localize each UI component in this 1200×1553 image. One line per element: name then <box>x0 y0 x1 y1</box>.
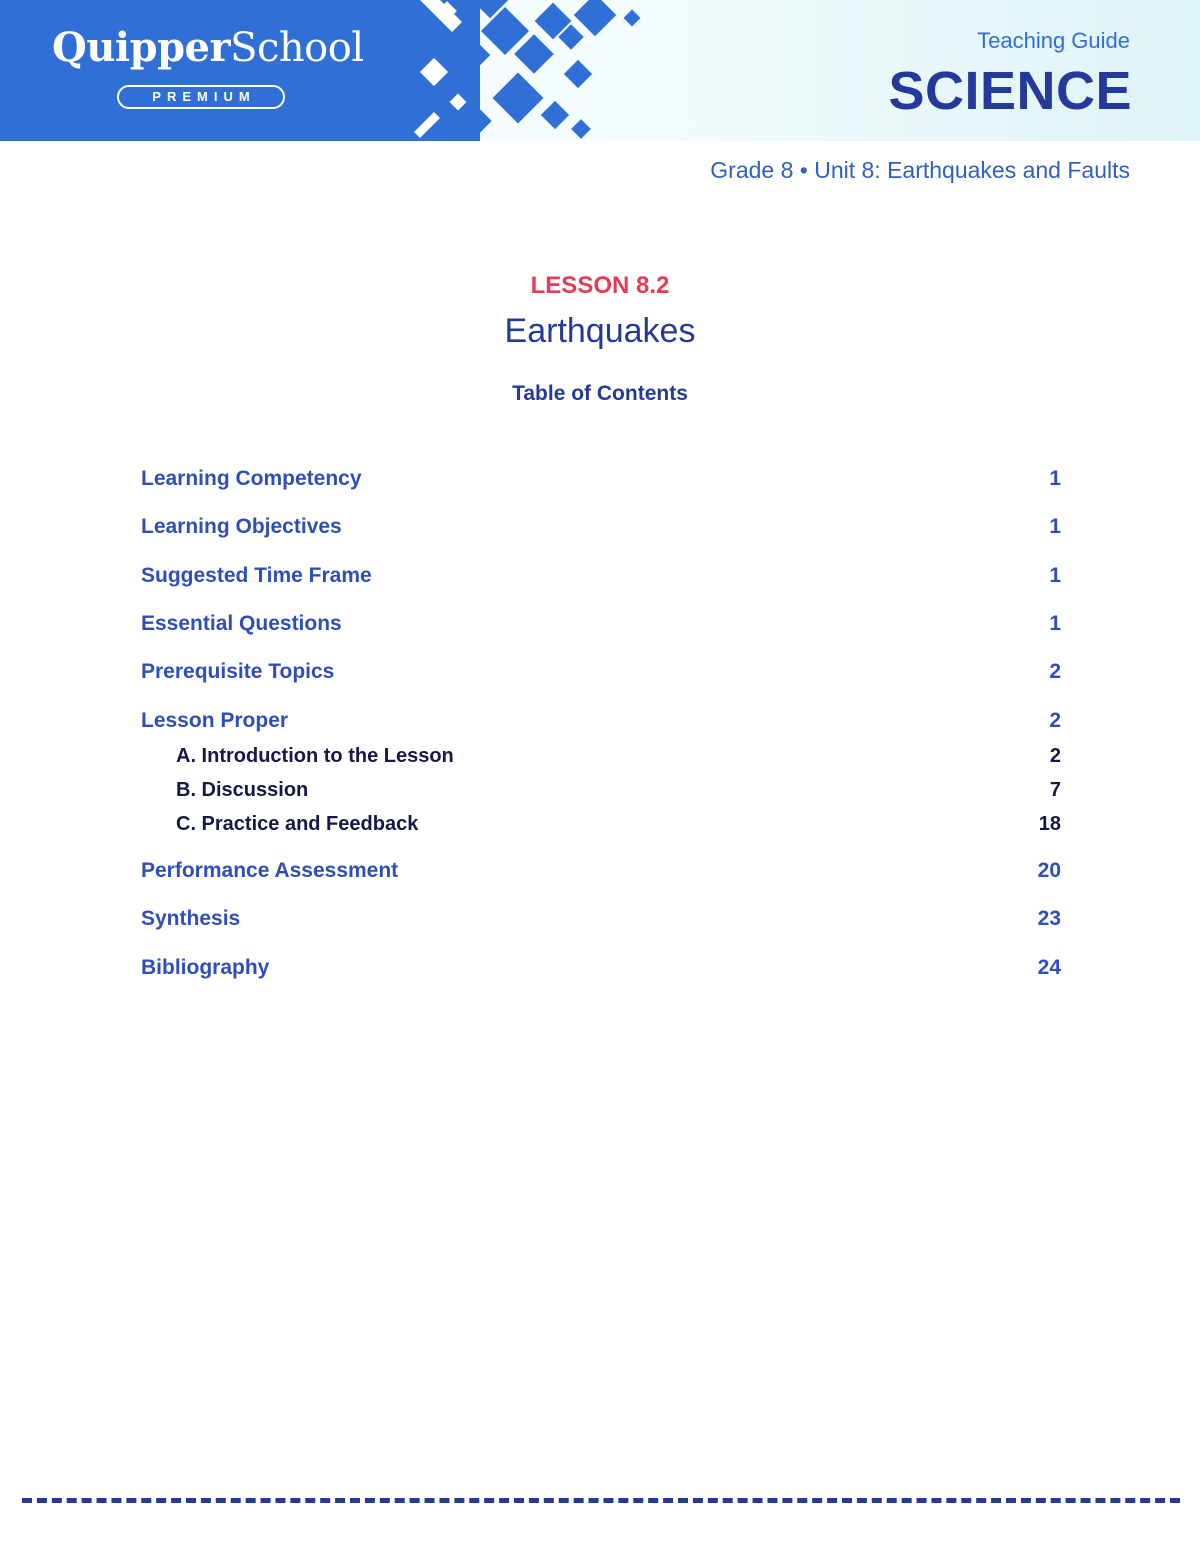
toc-item-lesson-proper[interactable] <box>141 709 1061 733</box>
toc-subitem-practice-feedback[interactable] <box>176 813 1061 836</box>
toc-subitem-discussion[interactable] <box>176 779 1061 802</box>
toc-item-title: Prerequisite Topics <box>141 660 335 683</box>
toc-item-prerequisite-topics[interactable] <box>141 660 1061 684</box>
toc-item-title: Bibliography <box>141 956 270 979</box>
toc-subitem-introduction[interactable] <box>176 745 1061 768</box>
toc-heading: Table of Contents <box>512 382 688 405</box>
toc-item-learning-objectives[interactable] <box>141 515 1061 539</box>
toc-item-title: Learning Competency <box>141 467 362 490</box>
subject-title: SCIENCE <box>888 61 1132 121</box>
toc-item-title: Essential Questions <box>141 612 342 635</box>
toc-item-page: 2 <box>1049 660 1061 683</box>
logo-word-school: School <box>230 25 364 71</box>
toc-item-page: 18 <box>1038 813 1061 835</box>
lesson-label: LESSON 8.2 <box>530 272 670 299</box>
unit-line: Grade 8 • Unit 8: Earthquakes and Faults <box>710 157 1130 183</box>
guide-label: Teaching Guide <box>977 28 1130 53</box>
toc-item-page: 24 <box>1037 956 1061 979</box>
toc-item-page: 23 <box>1037 907 1061 930</box>
toc-item-page: 20 <box>1037 859 1061 882</box>
toc-item-learning-competency[interactable] <box>141 467 1061 491</box>
toc-item-page: 2 <box>1049 709 1061 732</box>
toc-item-title: B. Discussion <box>176 779 309 801</box>
toc-item-title: Suggested Time Frame <box>141 564 372 587</box>
toc-item-suggested-time-frame[interactable] <box>141 564 1061 588</box>
toc-item-title: Performance Assessment <box>141 859 399 882</box>
lesson-title: Earthquakes <box>504 312 696 350</box>
toc-item-title: Synthesis <box>141 907 241 930</box>
toc-item-page: 1 <box>1049 515 1061 538</box>
header-banner <box>0 0 1200 141</box>
toc-item-title: C. Practice and Feedback <box>176 813 419 835</box>
premium-badge: PREMIUM <box>117 85 285 109</box>
quipper-school-logo <box>52 24 364 71</box>
footer-dashed-divider <box>22 1498 1180 1503</box>
toc-item-page: 7 <box>1049 779 1061 801</box>
toc-item-page: 1 <box>1049 612 1061 635</box>
toc-item-page: 1 <box>1049 467 1061 490</box>
toc-item-bibliography[interactable] <box>141 956 1061 980</box>
toc-item-title: Lesson Proper <box>141 709 289 732</box>
toc-item-page: 2 <box>1049 745 1061 767</box>
toc-item-page: 1 <box>1049 564 1061 587</box>
toc-item-performance-assessment[interactable] <box>141 859 1061 883</box>
logo-word-quipper: Quipper <box>52 24 231 71</box>
toc-item-title: Learning Objectives <box>141 515 342 538</box>
toc-item-synthesis[interactable] <box>141 907 1061 931</box>
toc-item-title: A. Introduction to the Lesson <box>176 745 454 767</box>
toc-item-essential-questions[interactable] <box>141 612 1061 636</box>
